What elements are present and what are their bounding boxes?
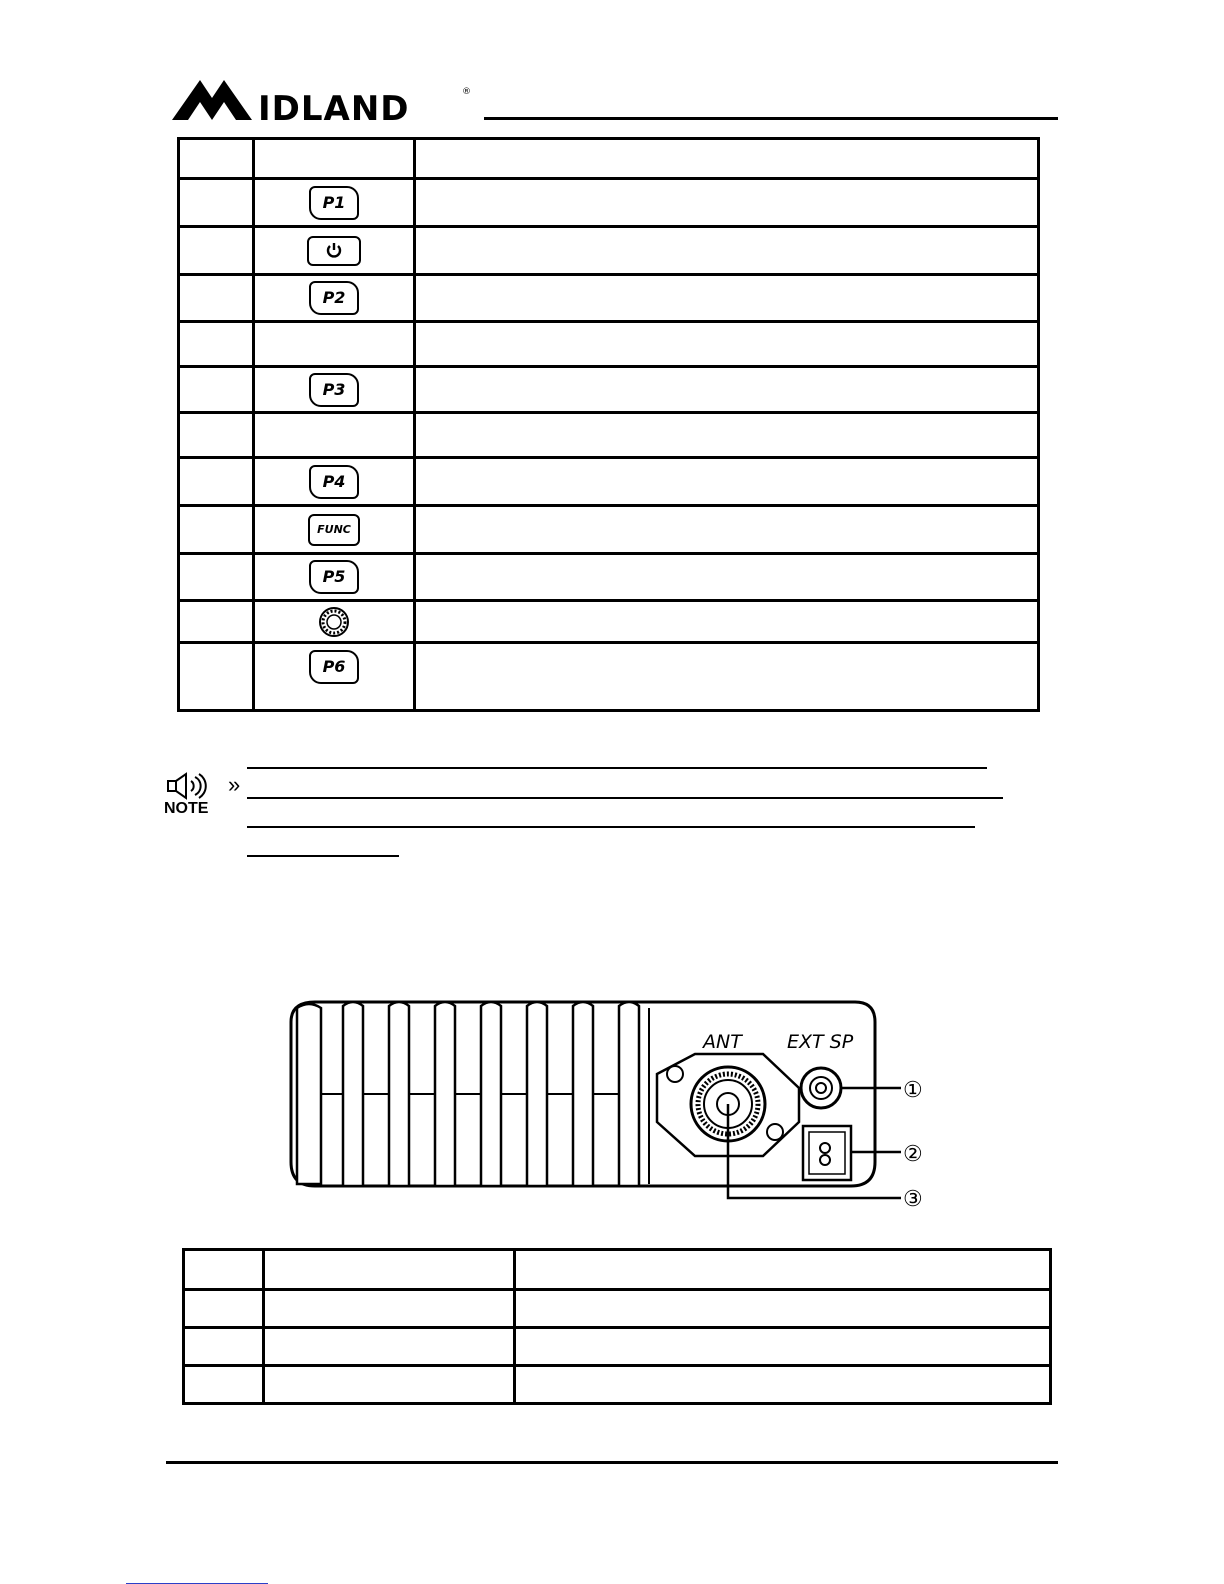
registered-mark: ® <box>462 87 471 97</box>
table-row <box>184 1290 1051 1328</box>
note-line <box>247 797 1003 799</box>
table-header-row <box>184 1250 1051 1290</box>
table-row <box>179 506 1039 554</box>
ext-sp-label: EXT SP <box>787 1031 854 1053</box>
table-row <box>179 643 1039 711</box>
note-line <box>247 767 987 769</box>
p2-key-icon: P2 <box>309 281 359 315</box>
ant-label: ANT <box>703 1031 742 1053</box>
p5-key-icon: P5 <box>309 560 359 594</box>
table-row <box>179 322 1039 367</box>
note-arrow: » <box>228 772 241 797</box>
midland-logo <box>172 76 472 129</box>
table-row <box>184 1366 1051 1404</box>
p1-key-icon: P1 <box>309 186 359 220</box>
connectors-table <box>182 1248 1052 1405</box>
p4-key-icon: P4 <box>309 465 359 499</box>
table-row <box>179 179 1039 227</box>
table-header-row <box>179 139 1039 179</box>
func-key-icon: FUNC <box>308 514 360 546</box>
callout-1: ① <box>903 1077 923 1102</box>
power-button-icon <box>307 236 361 266</box>
note-line <box>247 826 975 828</box>
controls-table <box>177 137 1040 712</box>
p6-key-icon: P6 <box>309 650 359 684</box>
table-row <box>179 458 1039 506</box>
svg-text:IDLAND: IDLAND <box>258 89 410 124</box>
table-row <box>179 275 1039 322</box>
footer-rule <box>166 1461 1058 1464</box>
table-row <box>179 367 1039 413</box>
rotary-knob-icon <box>318 613 350 630</box>
note-label: NOTE <box>164 800 209 817</box>
callout-3: ③ <box>903 1186 923 1211</box>
rear-panel-illustration <box>285 998 935 1215</box>
table-row <box>184 1328 1051 1366</box>
table-row <box>179 413 1039 458</box>
note-line <box>247 855 399 857</box>
table-row <box>179 601 1039 643</box>
p3-key-icon: P3 <box>309 373 359 407</box>
table-row <box>179 227 1039 275</box>
header-rule <box>484 117 1058 120</box>
table-row <box>179 554 1039 601</box>
callout-2: ② <box>903 1141 923 1166</box>
